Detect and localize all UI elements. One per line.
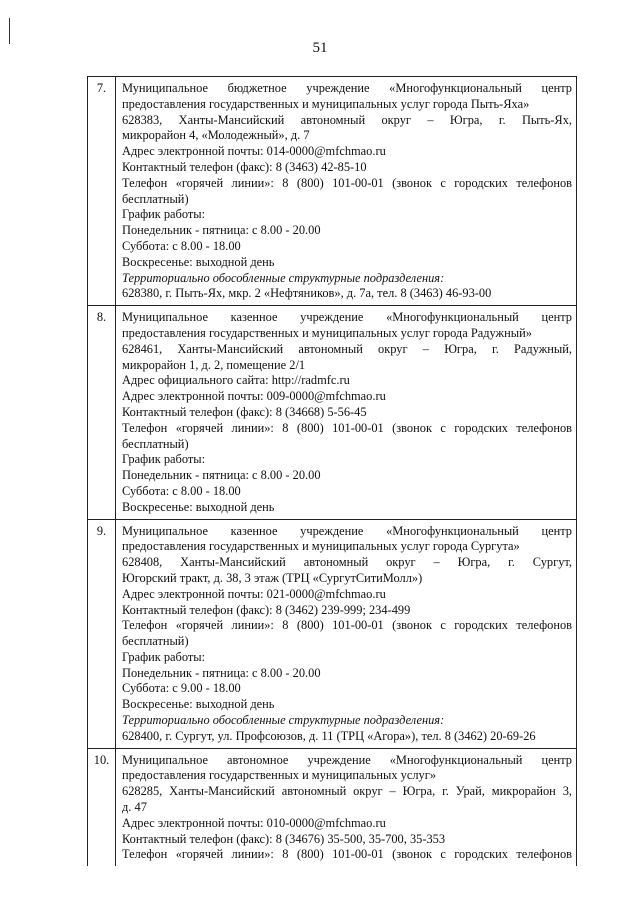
entry-line: Суббота: с 8.00 - 18.00 xyxy=(122,238,241,253)
entry-line: Югорский тракт, д. 38, 3 этаж (ТРЦ «СургутСитиМолл») xyxy=(122,570,423,585)
subdivisions-heading: Территориально обособленные структурные подразделения: xyxy=(122,713,445,728)
entry-line: Муниципальное казенное учреждение «Многофункциональный центр xyxy=(122,523,572,538)
entry-line: Суббота: с 8.00 - 18.00 xyxy=(122,483,241,498)
entry-line: микрорайон 1, д. 2, помещение 2/1 xyxy=(122,357,306,372)
entry-line: 628383, Ханты-Мансийский автономный округ – Югра, г. Пыть-Ях, xyxy=(122,112,572,127)
entry-line: Адрес электронной почты: 010-0000@mfchmao.ru xyxy=(122,815,386,830)
entry-line: микрорайон 4, «Молодежный», д. 7 xyxy=(122,128,310,143)
table-row xyxy=(88,77,577,306)
entry-number: 8. xyxy=(88,306,116,519)
entry-line: Муниципальное автономное учреждение «Многофункциональный центр xyxy=(122,752,572,767)
entry-line: Контактный телефон (факс): 8 (34676) 35-500, 35-700, 35-353 xyxy=(122,831,446,846)
entry-line: Телефон «горячей линии»: 8 (800) 101-00-01 (звонок с городских телефонов xyxy=(122,618,572,633)
entry-line: предоставления государственных и муниципальных услуг города Радужный» xyxy=(122,325,532,340)
entry-line: Телефон «горячей линии»: 8 (800) 101-00-01 (звонок с городских телефонов xyxy=(122,847,572,862)
entry-line: предоставления государственных и муниципальных услуг города Пыть-Яха» xyxy=(122,96,530,111)
entry-line: 628408, Ханты-Мансийский автономный округ – Югра, г. Сургут, xyxy=(122,555,572,570)
table-row xyxy=(88,306,577,519)
entry-details xyxy=(116,77,577,306)
entry-line: предоставления государственных и муниципальных услуг города Сургута» xyxy=(122,539,520,554)
entry-line: д. 47 xyxy=(122,800,147,815)
entry-number: 9. xyxy=(88,519,116,748)
entry-line: Муниципальное казенное учреждение «Многофункциональный центр xyxy=(122,310,572,325)
entry-number: 7. xyxy=(88,77,116,306)
mfc-centers-table xyxy=(87,76,577,866)
entry-line: Контактный телефон (факс): 8 (3462) 239-999; 234-499 xyxy=(122,602,411,617)
entry-line: 628285, Ханты-Мансийский автономный округ – Югра, г. Урай, микрорайон 3, xyxy=(122,784,572,799)
entry-line: предоставления государственных и муниципальных услуг» xyxy=(122,768,437,783)
entry-line: Адрес электронной почты: 014-0000@mfchmao.ru xyxy=(122,144,386,159)
entry-details xyxy=(116,748,577,866)
entry-line: Контактный телефон (факс): 8 (34668) 5-56-45 xyxy=(122,404,367,419)
entry-line: Телефон «горячей линии»: 8 (800) 101-00-01 (звонок с городских телефонов xyxy=(122,175,572,190)
entry-line: 628400, г. Сургут, ул. Профсоюзов, д. 11 (ТРЦ «Агора»), тел. 8 (3462) 20-69-26 xyxy=(122,728,536,743)
entry-number: 10. xyxy=(88,748,116,866)
entry-line: бесплатный) xyxy=(122,191,189,206)
entry-line: Понедельник - пятница: с 8.00 - 20.00 xyxy=(122,665,321,680)
entry-line: Воскресенье: выходной день xyxy=(122,697,275,712)
table-body xyxy=(88,77,577,867)
table-row xyxy=(88,519,577,748)
entry-line: Воскресенье: выходной день xyxy=(122,499,275,514)
subdivisions-heading: Территориально обособленные структурные подразделения: xyxy=(122,270,445,285)
entry-line: Адрес электронной почты: 021-0000@mfchmao.ru xyxy=(122,586,386,601)
entry-line: Контактный телефон (факс): 8 (3463) 42-85-10 xyxy=(122,159,367,174)
entry-line: Адрес официального сайта: http://radmfc.ru xyxy=(122,373,350,388)
entry-line: График работы: xyxy=(122,649,206,664)
entry-line: Понедельник - пятница: с 8.00 - 20.00 xyxy=(122,468,321,483)
entry-line: бесплатный) xyxy=(122,634,189,649)
entry-line: Телефон «горячей линии»: 8 (800) 101-00-01 (звонок с городских телефонов xyxy=(122,420,572,435)
table-row xyxy=(88,748,577,866)
entry-line: Суббота: с 9.00 - 18.00 xyxy=(122,681,241,696)
page-number: 51 xyxy=(312,40,328,56)
entry-line: Понедельник - пятница: с 8.00 - 20.00 xyxy=(122,223,321,238)
entry-line: 628380, г. Пыть-Ях, мкр. 2 «Нефтяников», д. 7а, тел. 8 (3463) 46-93-00 xyxy=(122,286,492,301)
entry-line: График работы: xyxy=(122,452,206,467)
entry-line: 628461, Ханты-Мансийский автономный округ – Югра, г. Радужный, xyxy=(122,341,572,356)
entry-line: График работы: xyxy=(122,207,206,222)
entry-line: Воскресенье: выходной день xyxy=(122,254,275,269)
entry-line: Муниципальное бюджетное учреждение «Многофункциональный центр xyxy=(122,81,572,95)
entry-details xyxy=(116,519,577,748)
entry-line: бесплатный) xyxy=(122,436,189,451)
entry-details xyxy=(116,306,577,519)
entry-line: Адрес электронной почты: 009-0000@mfchmao.ru xyxy=(122,389,386,404)
